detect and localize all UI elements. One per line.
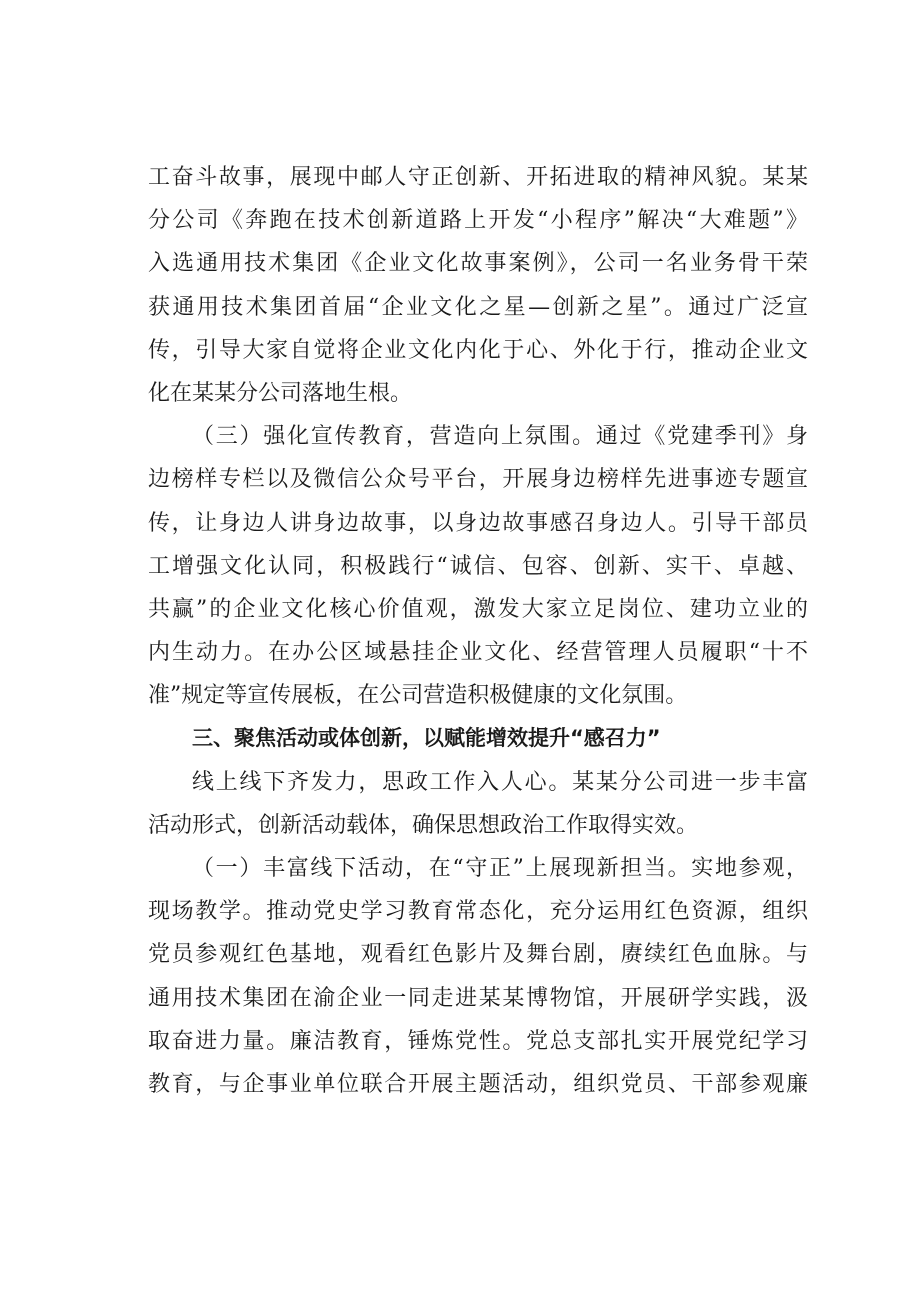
paragraph-line: 分公司《奔跑在技术创新道路上开发“小程序”解决“大难题”》 xyxy=(148,208,808,234)
paragraph-line: （三）强化宣传教育，营造向上氛围。通过《党建季刊》身 xyxy=(192,424,808,450)
paragraph-line: 获通用技术集团首届“企业文化之星—创新之星”。通过广泛宣 xyxy=(148,294,808,320)
paragraph-line: 内生动力。在办公区域悬挂企业文化、经营管理人员履职“十不 xyxy=(148,640,808,666)
paragraph-line: 线上线下齐发力，思政工作入人心。某某分公司进一步丰富 xyxy=(192,769,808,795)
paragraph-line: 准”规定等宣传展板，在公司营造积极健康的文化氛围。 xyxy=(148,683,688,709)
paragraph-line: 共赢”的企业文化核心价值观，激发大家立足岗位、建功立业的 xyxy=(148,596,808,622)
paragraph-line: 教育，与企事业单位联合开展主题活动，组织党员、干部参观廉 xyxy=(148,1071,808,1097)
paragraph-line: 入选通用技术集团《企业文化故事案例》，公司一名业务骨干荣 xyxy=(148,251,808,277)
paragraph-line: 通用技术集团在渝企业一同走进某某博物馆，开展研学实践，汲 xyxy=(148,985,808,1011)
paragraph-line: 取奋进力量。廉洁教育，锤炼党性。党总支部扎实开展党纪学习 xyxy=(148,1028,808,1054)
paragraph-line: 党员参观红色基地，观看红色影片及舞台剧，赓续红色血脉。与 xyxy=(148,942,808,968)
paragraph-line: 工奋斗故事，展现中邮人守正创新、开拓进取的精神风貌。某某 xyxy=(148,165,808,190)
paragraph-line: 工增强文化认同，积极践行“诚信、包容、创新、实干、卓越、 xyxy=(148,553,808,579)
paragraph-line: （一）丰富线下活动，在“守正”上展现新担当。实地参观， xyxy=(192,856,808,881)
paragraph-line: 传，引导大家自觉将企业文化内化于心、外化于行，推动企业文 xyxy=(148,337,808,363)
paragraph-line: 传，让身边人讲身边故事，以身边故事感召身边人。引导干部员 xyxy=(148,510,808,536)
section-heading: 三、聚焦活动或体创新，以赋能增效提升“感召力” xyxy=(192,726,661,751)
document-body xyxy=(148,156,808,1106)
paragraph-line: 边榜样专栏以及微信公众号平台，开展身边榜样先进事迹专题宣 xyxy=(148,467,808,493)
paragraph-line: 现场教学。推动党史学习教育常态化，充分运用红色资源，组织 xyxy=(148,899,808,925)
paragraph-line: 化在某某分公司落地生根。 xyxy=(148,380,413,406)
paragraph-line: 活动形式，创新活动载体，确保思想政治工作取得实效。 xyxy=(148,812,699,838)
